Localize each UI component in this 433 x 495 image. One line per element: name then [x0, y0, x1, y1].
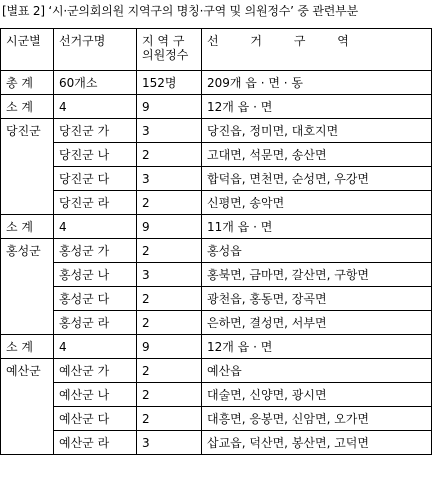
cell-district-name: 홍성군 나 — [54, 263, 137, 287]
cell-district-name: 4 — [54, 95, 137, 119]
header-area: 선 거 구 역 — [202, 29, 432, 71]
cell-seats: 2 — [137, 239, 202, 263]
table-row — [1, 71, 432, 95]
cell-gun: 홍성군 — [1, 239, 54, 263]
cell-seats: 3 — [137, 431, 202, 455]
table-row — [1, 143, 432, 167]
cell-seats: 2 — [137, 407, 202, 431]
table-row — [1, 407, 432, 431]
cell-district-name: 당진군 가 — [54, 119, 137, 143]
cell-gun — [1, 167, 54, 191]
cell-seats: 3 — [137, 119, 202, 143]
cell-area: 대술면, 신양면, 광시면 — [202, 383, 432, 407]
cell-area: 신평면, 송악면 — [202, 191, 432, 215]
header-row — [1, 29, 432, 71]
cell-gun — [1, 311, 54, 335]
header-gun: 시군별 — [1, 29, 54, 71]
cell-area: 대흥면, 응봉면, 신암면, 오가면 — [202, 407, 432, 431]
table-row — [1, 359, 432, 383]
cell-seats: 2 — [137, 383, 202, 407]
table-row — [1, 95, 432, 119]
header-seats — [137, 29, 202, 71]
district-table — [0, 28, 432, 455]
cell-area: 예산읍 — [202, 359, 432, 383]
cell-area: 홍북면, 금마면, 갈산면, 구항면 — [202, 263, 432, 287]
cell-gun: 당진군 — [1, 119, 54, 143]
cell-gun — [1, 263, 54, 287]
cell-area: 광천읍, 홍동면, 장곡면 — [202, 287, 432, 311]
cell-area: 당진읍, 정미면, 대호지면 — [202, 119, 432, 143]
cell-gun: 소 계 — [1, 95, 54, 119]
table-row — [1, 119, 432, 143]
cell-gun — [1, 143, 54, 167]
cell-area: 은하면, 결성면, 서부면 — [202, 311, 432, 335]
cell-area: 12개 읍 · 면 — [202, 335, 432, 359]
cell-gun — [1, 287, 54, 311]
cell-gun: 총 계 — [1, 71, 54, 95]
header-seats-line1: 지 역 구 — [142, 34, 185, 48]
cell-area: 209개 읍 · 면 · 동 — [202, 71, 432, 95]
cell-seats: 2 — [137, 143, 202, 167]
cell-area: 삽교읍, 덕산면, 봉산면, 고덕면 — [202, 431, 432, 455]
cell-district-name: 예산군 라 — [54, 431, 137, 455]
cell-gun — [1, 407, 54, 431]
cell-district-name: 4 — [54, 335, 137, 359]
cell-district-name: 60개소 — [54, 71, 137, 95]
cell-seats: 9 — [137, 95, 202, 119]
cell-area: 11개 읍 · 면 — [202, 215, 432, 239]
cell-seats: 9 — [137, 335, 202, 359]
cell-district-name: 홍성군 라 — [54, 311, 137, 335]
table-row — [1, 167, 432, 191]
cell-area: 홍성읍 — [202, 239, 432, 263]
table-row — [1, 215, 432, 239]
cell-district-name: 당진군 나 — [54, 143, 137, 167]
cell-area: 합덕읍, 면천면, 순성면, 우강면 — [202, 167, 432, 191]
cell-district-name: 홍성군 다 — [54, 287, 137, 311]
cell-district-name: 예산군 가 — [54, 359, 137, 383]
cell-gun — [1, 191, 54, 215]
table-row — [1, 383, 432, 407]
cell-seats: 152명 — [137, 71, 202, 95]
header-seats-line2: 의원정수 — [142, 48, 189, 62]
table-row — [1, 239, 432, 263]
cell-gun: 소 계 — [1, 335, 54, 359]
cell-district-name: 당진군 라 — [54, 191, 137, 215]
table-row — [1, 287, 432, 311]
cell-gun: 예산군 — [1, 359, 54, 383]
document-title: [별표 2] ‘시·군의회의원 지역구의 명칭·구역 및 의원정수’ 중 관련부분 — [2, 4, 358, 18]
cell-gun: 소 계 — [1, 215, 54, 239]
cell-seats: 2 — [137, 287, 202, 311]
cell-district-name: 홍성군 가 — [54, 239, 137, 263]
cell-area: 12개 읍 · 면 — [202, 95, 432, 119]
cell-area: 고대면, 석문면, 송산면 — [202, 143, 432, 167]
cell-seats: 2 — [137, 191, 202, 215]
cell-district-name: 예산군 다 — [54, 407, 137, 431]
table-row — [1, 311, 432, 335]
cell-seats: 2 — [137, 311, 202, 335]
cell-gun — [1, 431, 54, 455]
table-row — [1, 263, 432, 287]
cell-seats: 3 — [137, 167, 202, 191]
header-district-name: 선거구명 — [54, 29, 137, 71]
cell-district-name: 예산군 나 — [54, 383, 137, 407]
table-row — [1, 431, 432, 455]
cell-district-name: 당진군 다 — [54, 167, 137, 191]
cell-gun — [1, 383, 54, 407]
cell-district-name: 4 — [54, 215, 137, 239]
table-row — [1, 335, 432, 359]
cell-seats: 2 — [137, 359, 202, 383]
cell-seats: 3 — [137, 263, 202, 287]
cell-seats: 9 — [137, 215, 202, 239]
table-row — [1, 191, 432, 215]
